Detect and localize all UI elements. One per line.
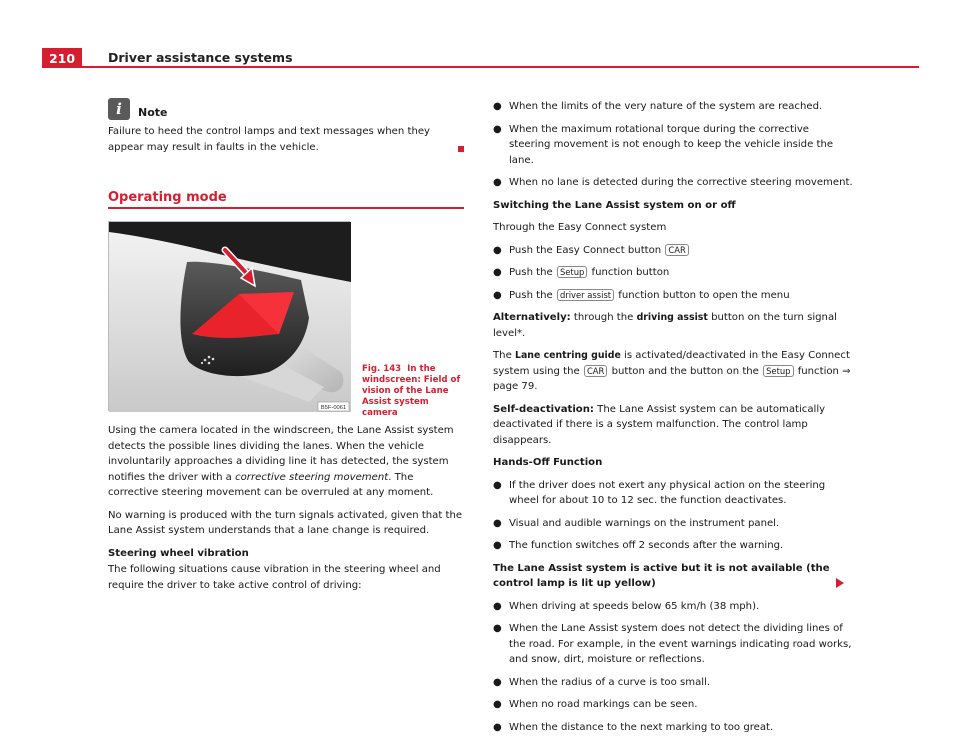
list-item: ● Push the Easy Connect button CAR [493, 243, 853, 259]
list-item: ● Visual and audible warnings on the instrument panel. [493, 517, 780, 529]
list-item: ● When no lane is detected during the corrective steering movement. [493, 177, 853, 188]
subheading-active-not-available: The Lane Assist system is active but it is not available (the control lamp is lit up yellow) [493, 562, 830, 589]
note-label: Note [138, 106, 168, 119]
figure-number: Fig. 143 [362, 364, 402, 374]
car-key-label: CAR [584, 365, 607, 377]
header-divider [82, 66, 919, 68]
windscreen-camera-illustration [109, 222, 351, 412]
page-number: 210 [42, 48, 82, 68]
subheading-steering-vibration: Steering wheel vibration [108, 547, 249, 559]
note-heading [108, 98, 167, 120]
keyword: driving assist [636, 312, 708, 323]
setup-key-label: Setup [763, 365, 793, 377]
info-i-icon: i [108, 98, 130, 120]
list-item: ● When the Lane Assist system does not detect the dividing lines of the road. For example, in the event warnings indicating road works, and snow, dirt, moisture or reflections. [493, 623, 852, 665]
list-item: ● The function switches off 2 seconds after the warning. [493, 540, 784, 551]
driver-assist-key-label: driver assist [557, 289, 614, 301]
list-item: ● Push the Setup function button [493, 267, 670, 278]
figure-code: B5F-0061 [320, 405, 347, 411]
list-item: ● Push the driver assist function button to open the menu [493, 289, 790, 301]
setup-key-label: Setup [557, 266, 587, 278]
chapter-title: Driver assistance systems [108, 50, 293, 65]
left-column-body [108, 423, 465, 600]
figure-caption [362, 364, 462, 419]
list-item: ● When the limits of the very nature of the system are reached. [493, 101, 823, 112]
note-text: Failure to heed the control lamps and text messages when they appear may result in faults in the vehicle. [108, 126, 431, 153]
list-item: ● When no road markings can be seen. [493, 699, 698, 710]
list-item: ● When the distance to the next marking to too great. [493, 721, 774, 733]
subheading-switching: Switching the Lane Assist system on or off [493, 199, 736, 211]
continue-arrow-icon [836, 578, 844, 588]
paragraph: The following situations cause vibration in the steering wheel and require the driver to take active control of driving: [108, 564, 441, 591]
list-item: ● When driving at speeds below 65 km/h (38 mph). [493, 600, 760, 612]
section-title: Operating mode [108, 190, 227, 205]
emphasis: corrective steering movement [235, 471, 389, 483]
paragraph: The Lane centring guide is activated/deactivated in the Easy Connect system using the CAR button and the button on the Setup function ⇒ page 79. [493, 350, 851, 392]
list-item: ● If the driver does not exert any physical action on the steering wheel for about 10 to 12 sec. the function deactivates. [493, 479, 826, 506]
figure-windscreen-camera [108, 221, 350, 411]
right-column-body [493, 99, 853, 742]
subheading-hands-off: Hands-Off Function [493, 457, 603, 468]
keyword: Lane centring guide [514, 350, 621, 361]
list-item: ● When the radius of a curve is too small. [493, 676, 711, 688]
paragraph: No warning is produced with the turn signals activated, given that the Lane Assist system understands that a lane change is required. [108, 509, 463, 536]
car-key-label: CAR [665, 244, 688, 256]
paragraph: Using the camera located in the windscreen, the Lane Assist system detects the possible lines dividing the lanes. When the vehicle involuntarily approaches a dividing line it has detected, the system notifies the driver with a corrective steering movement. The corrective steering movement can be overruled at any moment. [108, 425, 454, 498]
list-item: ● When the maximum rotational torque during the corrective steering movement is not enough to keep the vehicle inside the lane. [493, 123, 834, 166]
section-divider [108, 207, 464, 209]
paragraph: Self-deactivation: The Lane Assist system can be automatically deactivated if there is a system malfunction. The control lamp disappears. [493, 403, 826, 446]
figure-caption-text: In the windscreen: Field of vision of the Lane Assist system camera [362, 364, 461, 418]
paragraph: Alternatively: through the driving assist button on the turn signal level*. [493, 312, 837, 339]
page-reference-link[interactable]: function ⇒ page 79. [493, 365, 851, 392]
section-end-square [458, 146, 464, 152]
paragraph: Through the Easy Connect system [493, 222, 667, 233]
